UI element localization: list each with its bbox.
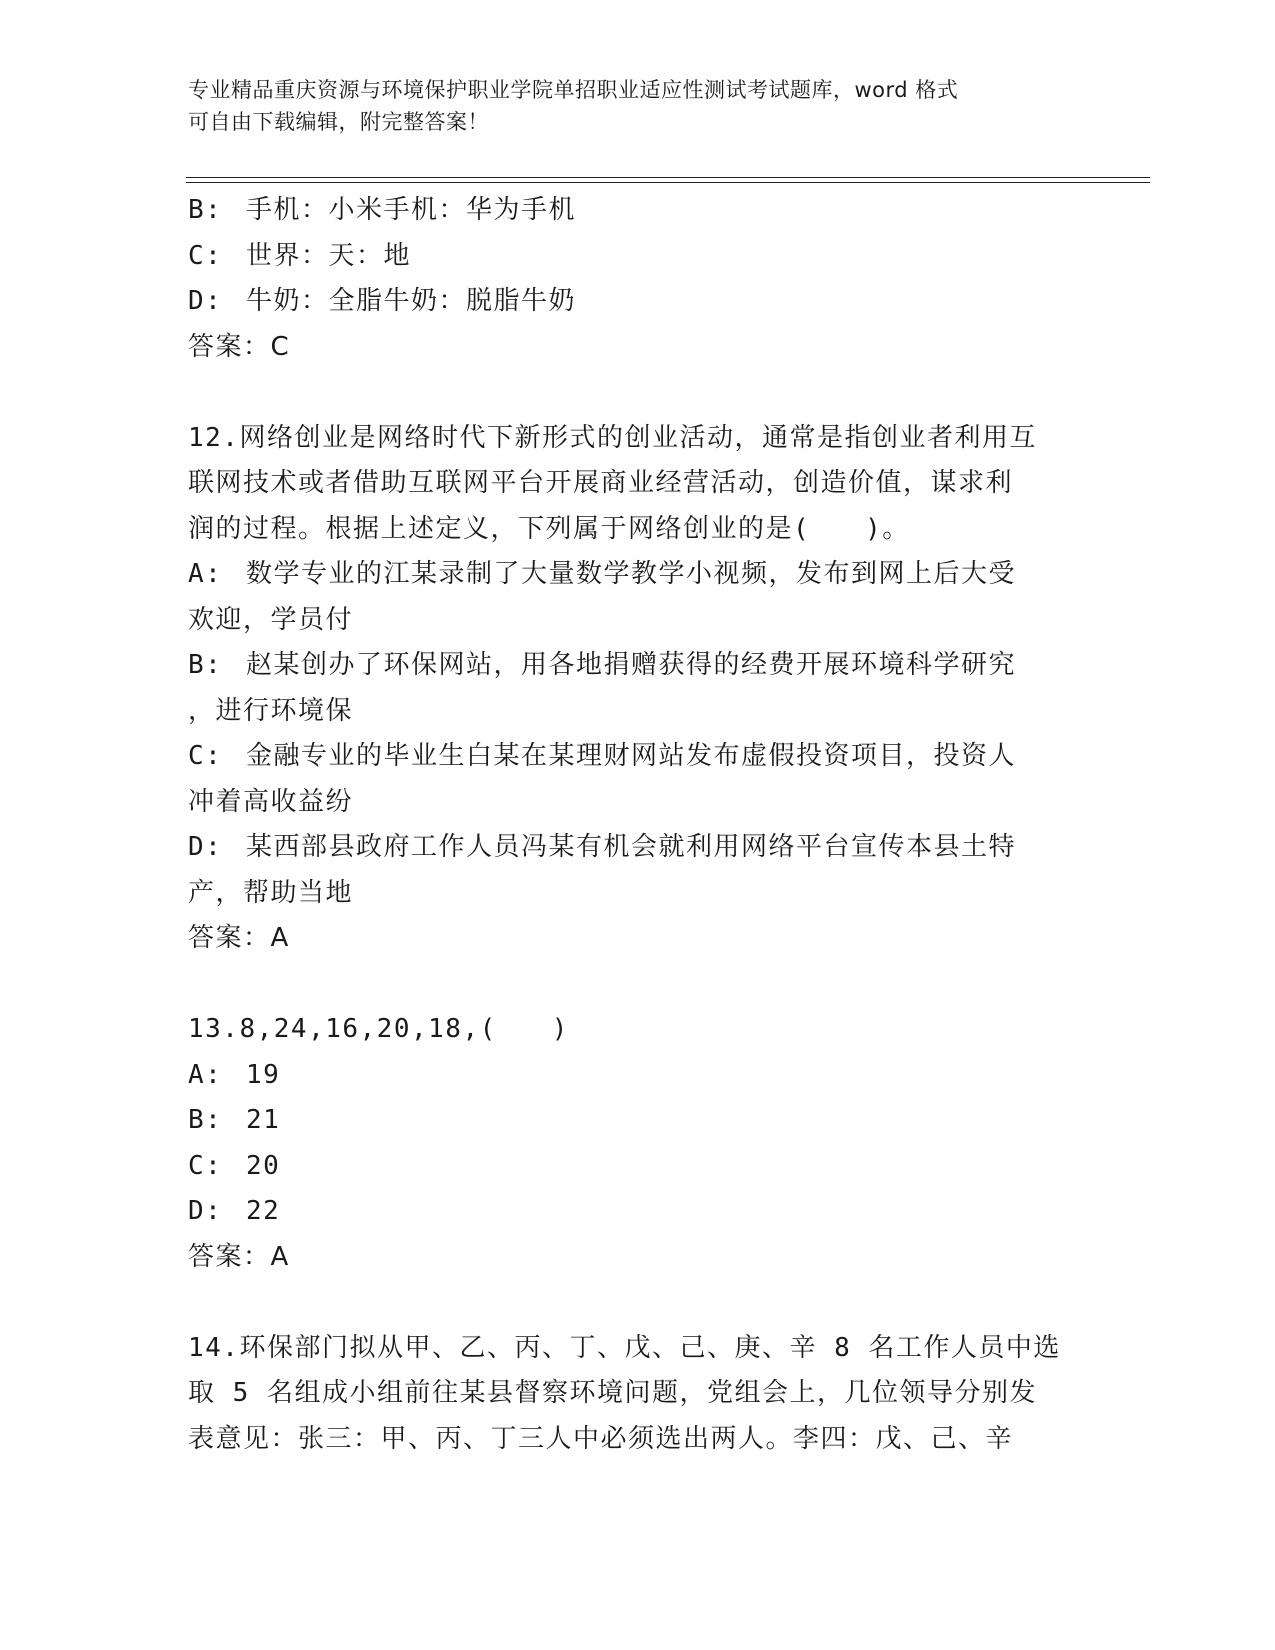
- question-content: [188, 188, 1068, 1462]
- q12-option-d-cont: 产，帮助当地: [188, 877, 354, 908]
- header-rule-bottom: [186, 182, 1150, 183]
- q11-option-d: D: 牛奶：全脂牛奶：脱脂牛奶: [188, 286, 577, 316]
- q12-option-d: D: 某西部县政府工作人员冯某有机会就利用网络平台宣传本县土特: [188, 832, 1017, 862]
- q12-option-c: C: 金融专业的毕业生白某在某理财网站发布虚假投资项目，投资人: [188, 741, 1017, 771]
- q13-stem: 13.8,24,16,20,18,( ): [188, 1014, 569, 1044]
- header-line-2: 可自由下载编辑，附完整答案！: [188, 110, 489, 134]
- q12-option-a-cont: 欢迎，学员付: [188, 604, 354, 635]
- header-rule-top: [186, 177, 1150, 178]
- q12-option-b: B: 赵某创办了环保网站，用各地捐赠获得的经费开展环境科学研究: [188, 650, 1017, 680]
- q14-stem-line-2: 取 5 名组成小组前往某县督察环境问题，党组会上，几位领导分别发: [188, 1378, 1037, 1408]
- q12-stem-line-3: 润的过程。根据上述定义，下列属于网络创业的是( )。: [188, 513, 910, 544]
- q11-answer: 答案：C: [188, 331, 291, 362]
- q13-option-b: B: 21: [188, 1105, 281, 1135]
- q13-answer: 答案：A: [188, 1241, 290, 1272]
- q12-option-c-cont: 冲着高收益纷: [188, 786, 354, 817]
- q12-option-b-cont: ，进行环境保: [188, 695, 354, 726]
- q13-option-d: D: 22: [188, 1196, 281, 1226]
- q12-stem-line-1: 12.网络创业是网络时代下新形式的创业活动，通常是指创业者利用互: [188, 422, 1037, 453]
- q11-option-c: C: 世界：天：地: [188, 240, 412, 271]
- q12-answer: 答案：A: [188, 923, 290, 953]
- q14-stem-line-3: 表意见：张三：甲、丙、丁三人中必须选出两人。李四：戊、己、辛: [188, 1423, 1014, 1454]
- q11-option-b: B: 手机：小米手机：华为手机: [188, 195, 577, 225]
- q13-option-a: A: 19: [188, 1059, 281, 1090]
- document-header: [188, 74, 1068, 138]
- q13-option-c: C: 20: [188, 1150, 281, 1181]
- q14-stem-line-1: 14.环保部门拟从甲、乙、丙、丁、戊、己、庚、辛 8 名工作人员中选: [188, 1332, 1061, 1363]
- header-line-1: 专业精品重庆资源与环境保护职业学院单招职业适应性测试考试题库，word 格式: [188, 78, 959, 102]
- q12-option-a: A: 数学专业的江某录制了大量数学教学小视频，发布到网上后大受: [188, 559, 1017, 589]
- q12-stem-line-2: 联网技术或者借助互联网平台开展商业经营活动，创造价值，谋求利: [188, 468, 1014, 498]
